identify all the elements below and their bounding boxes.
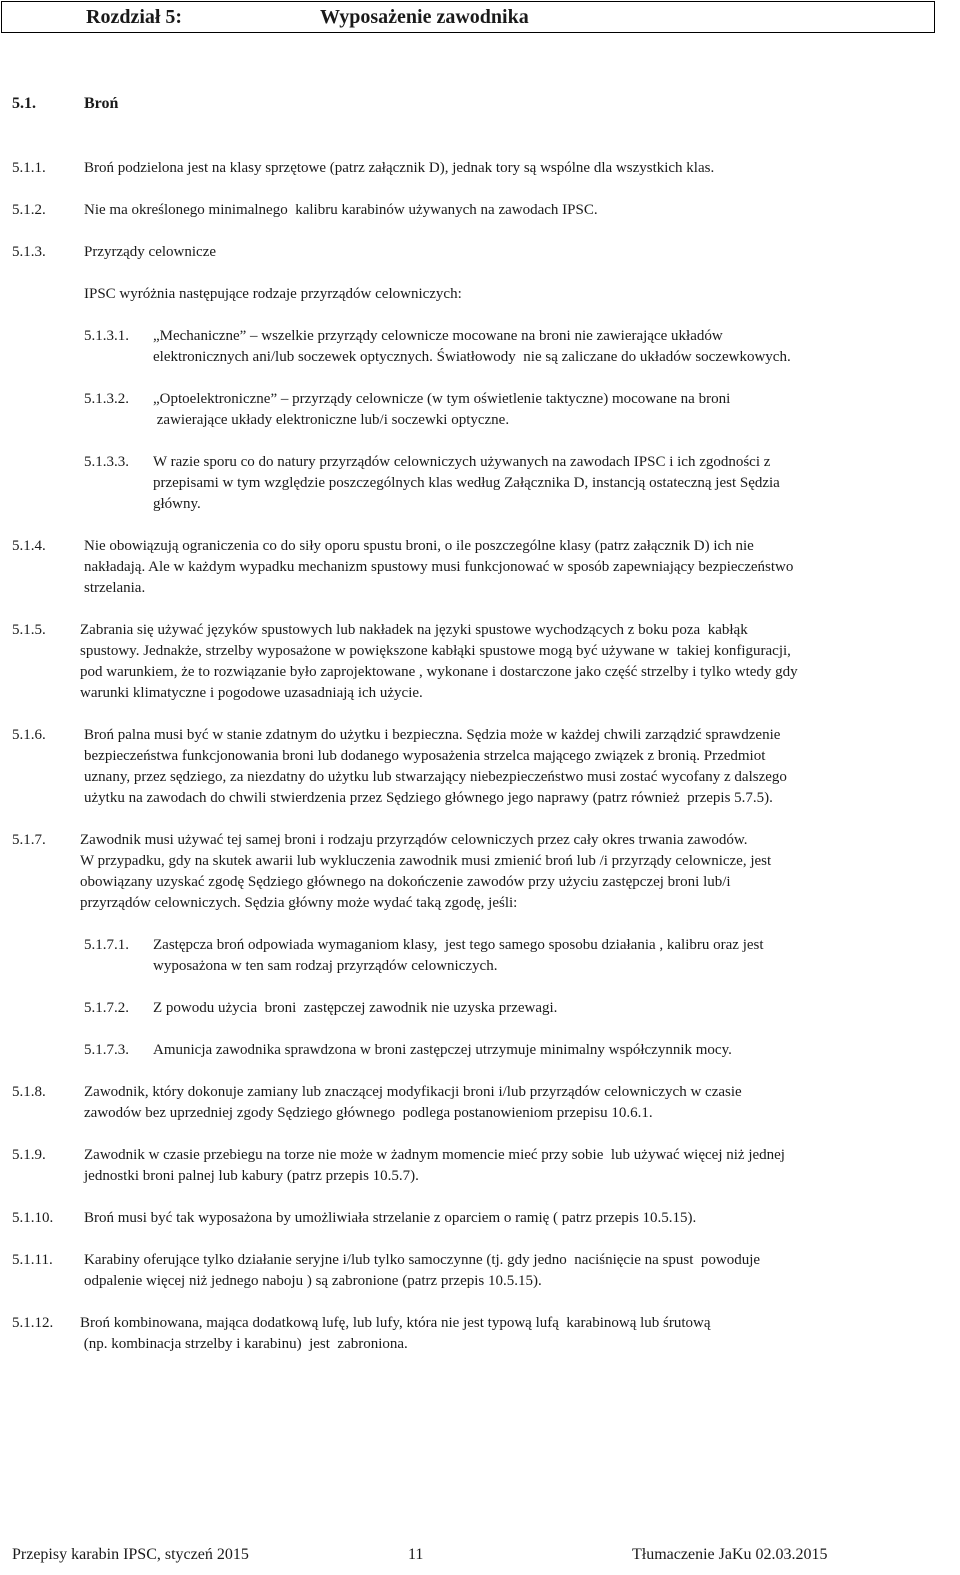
paragraph-line: IPSC wyróżnia następujące rodzaje przyrządów celowniczych:	[84, 286, 462, 302]
chapter-header-box	[1, 1, 935, 33]
paragraph-line: Nie obowiązują ograniczenia co do siły oporu spustu broni, o ile poszczególne klasy (patrz załącznik D) ich nie	[84, 538, 754, 554]
paragraph-number: 5.1.3.2.	[84, 391, 129, 407]
paragraph-line: Karabiny oferujące tylko działanie seryjne i/lub tylko samoczynne (tj. gdy jedno naciśnięcie na spust powoduje	[84, 1252, 761, 1268]
paragraph-line: zawierające układy elektroniczne lub/i soczewki optyczne.	[153, 412, 510, 428]
paragraph-line: Z powodu użycia broni zastępczej zawodnik nie uzyska przewagi.	[153, 1000, 558, 1016]
paragraph-line: (np. kombinacja strzelby i karabinu) jest zabroniona.	[80, 1336, 408, 1352]
paragraph-number: 5.1.3.	[12, 244, 46, 260]
paragraph-line: Zawodnik, który dokonuje zamiany lub znaczącej modyfikacji broni i/lub przyrządów celowniczych w czasie	[84, 1084, 742, 1100]
paragraph-line: pod warunkiem, że to rozwiązanie było zaprojektowane , wykonane i dostarczone jako część strzelby i tylko wtedy gdy	[80, 664, 798, 680]
footer-page-number: 11	[408, 1546, 424, 1563]
paragraph-line: Zabrania się używać języków spustowych lub nakładek na języki spustowe wychodzących z boku poza kabłąk	[80, 622, 748, 638]
chapter-title: Wyposażenie zawodnika	[320, 6, 529, 28]
paragraph-line: strzelania.	[84, 580, 146, 596]
paragraph-number: 5.1.7.3.	[84, 1042, 129, 1058]
paragraph-line: przyrządów celowniczych. Sędzia główny może wydać taką zgodę, jeśli:	[80, 895, 518, 911]
paragraph-number: 5.1.12.	[12, 1315, 54, 1331]
paragraph-line: główny.	[153, 496, 201, 512]
paragraph-number: 5.1.3.3.	[84, 454, 129, 470]
paragraph-line: zawodów bez uprzedniej zgody Sędziego głównego podlega postanowieniom przepisu 10.6.1.	[84, 1105, 653, 1121]
paragraph-line: Broń musi być tak wyposażona by umożliwiała strzelanie z oparciem o ramię ( patrz przepis 10.5.15).	[84, 1210, 697, 1226]
paragraph-number: 5.1.9.	[12, 1147, 46, 1163]
paragraph-line: W przypadku, gdy na skutek awarii lub wykluczenia zawodnik musi zmienić broń lub /i przyrządy celownicze, jest	[80, 853, 772, 869]
paragraph-line: Zastępcza broń odpowiada wymaganiom klasy, jest tego samego sposobu działania , kalibru oraz jest	[153, 937, 764, 953]
paragraph-number: 5.1.1.	[12, 160, 46, 176]
paragraph-number: 5.1.8.	[12, 1084, 46, 1100]
paragraph-number: 5.1.7.	[12, 832, 46, 848]
paragraph-line: Broń podzielona jest na klasy sprzętowe (patrz załącznik D), jednak tory są wspólne dla wszystkich klas.	[84, 160, 715, 176]
paragraph-line: bezpieczeństwa funkcjonowania broni lub dodanego wyposażenia strzelca mającego związek z bronią. Przedmiot	[84, 748, 766, 764]
paragraph-line: spustowy. Jednakże, strzelby wyposażone w powiększone kabłąki spustowe mogą być używane w takiej konfiguracji,	[80, 643, 791, 659]
paragraph-line: Broń kombinowana, mająca dodatkową lufę, lub lufy, która nie jest typową lufą karabinową lub śrutową	[80, 1315, 711, 1331]
paragraph-number: 5.1.7.2.	[84, 1000, 129, 1016]
paragraph-line: Przyrządy celownicze	[84, 244, 217, 260]
section-title: Broń	[84, 95, 119, 112]
paragraph-number: 5.1.11.	[12, 1252, 53, 1268]
paragraph-line: „Mechaniczne” – wszelkie przyrządy celownicze mocowane na broni nie zawierające układów	[153, 328, 723, 344]
section-number: 5.1.	[12, 95, 36, 112]
paragraph-line: warunki klimatyczne i pogodowe uzasadniają ich użycie.	[80, 685, 423, 701]
paragraph-line: Amunicja zawodnika sprawdzona w broni zastępczej utrzymuje minimalny współczynnik mocy.	[153, 1042, 732, 1058]
paragraph-line: elektronicznych ani/lub soczewek optycznych. Światłowody nie są zaliczane do układów soczewkowych.	[153, 349, 791, 365]
paragraph-line: W razie sporu co do natury przyrządów celowniczych używanych na zawodach IPSC i ich zgodności z	[153, 454, 771, 470]
paragraph-number: 5.1.6.	[12, 727, 46, 743]
paragraph-line: wyposażona w ten sam rodzaj przyrządów celowniczych.	[153, 958, 498, 974]
paragraph-number: 5.1.7.1.	[84, 937, 129, 953]
paragraph-line: jednostki broni palnej lub kabury (patrz przepis 10.5.7).	[84, 1168, 419, 1184]
footer-document-title: Przepisy karabin IPSC, styczeń 2015	[12, 1546, 249, 1563]
paragraph-line: odpalenie więcej niż jednego naboju ) są zabronione (patrz przepis 10.5.15).	[84, 1273, 542, 1289]
paragraph-line: przepisami w tym względzie poszczególnych klas według Załącznika D, instancją ostateczną jest Sędzia	[153, 475, 780, 491]
paragraph-line: nakładają. Ale w każdym wypadku mechanizm spustowy musi funkcjonować w sposób zapewniający bezpieczeństwo	[84, 559, 794, 575]
paragraph-number: 5.1.3.1.	[84, 328, 129, 344]
paragraph-number: 5.1.4.	[12, 538, 46, 554]
footer-translation-note: Tłumaczenie JaKu 02.03.2015	[632, 1546, 828, 1563]
paragraph-number: 5.1.10.	[12, 1210, 54, 1226]
paragraph-number: 5.1.2.	[12, 202, 46, 218]
paragraph-line: Broń palna musi być w stanie zdatnym do użytku i bezpieczna. Sędzia może w każdej chwili zarządzić sprawdzenie	[84, 727, 781, 743]
chapter-number: Rozdział 5:	[86, 6, 183, 28]
paragraph-line: Zawodnik w czasie przebiegu na torze nie może w żadnym momencie mieć przy sobie lub używać więcej niż jednej	[84, 1147, 785, 1163]
paragraph-number: 5.1.5.	[12, 622, 46, 638]
paragraph-line: Nie ma określonego minimalnego kalibru karabinów używanych na zawodach IPSC.	[84, 202, 598, 218]
paragraph-line: uznany, przez sędziego, za niezdatny do użytku lub stwarzający niebezpieczeństwo musi zostać wycofany z dalszego	[84, 769, 787, 785]
paragraph-line: Zawodnik musi używać tej samej broni i rodzaju przyrządów celowniczych przez cały okres trwania zawodów.	[80, 832, 748, 848]
paragraph-line: „Optoelektroniczne” – przyrządy celownicze (w tym oświetlenie taktyczne) mocowane na broni	[153, 391, 731, 407]
paragraph-line: użytku na zawodach do chwili stwierdzenia przez Sędziego głównego jego naprawy (patrz również przepis 5.7.5).	[84, 790, 773, 806]
paragraph-line: obowiązany uzyskać zgodę Sędziego głównego na dokończenie zawodów przy użyciu zastępczej broni lub/i	[80, 874, 731, 890]
